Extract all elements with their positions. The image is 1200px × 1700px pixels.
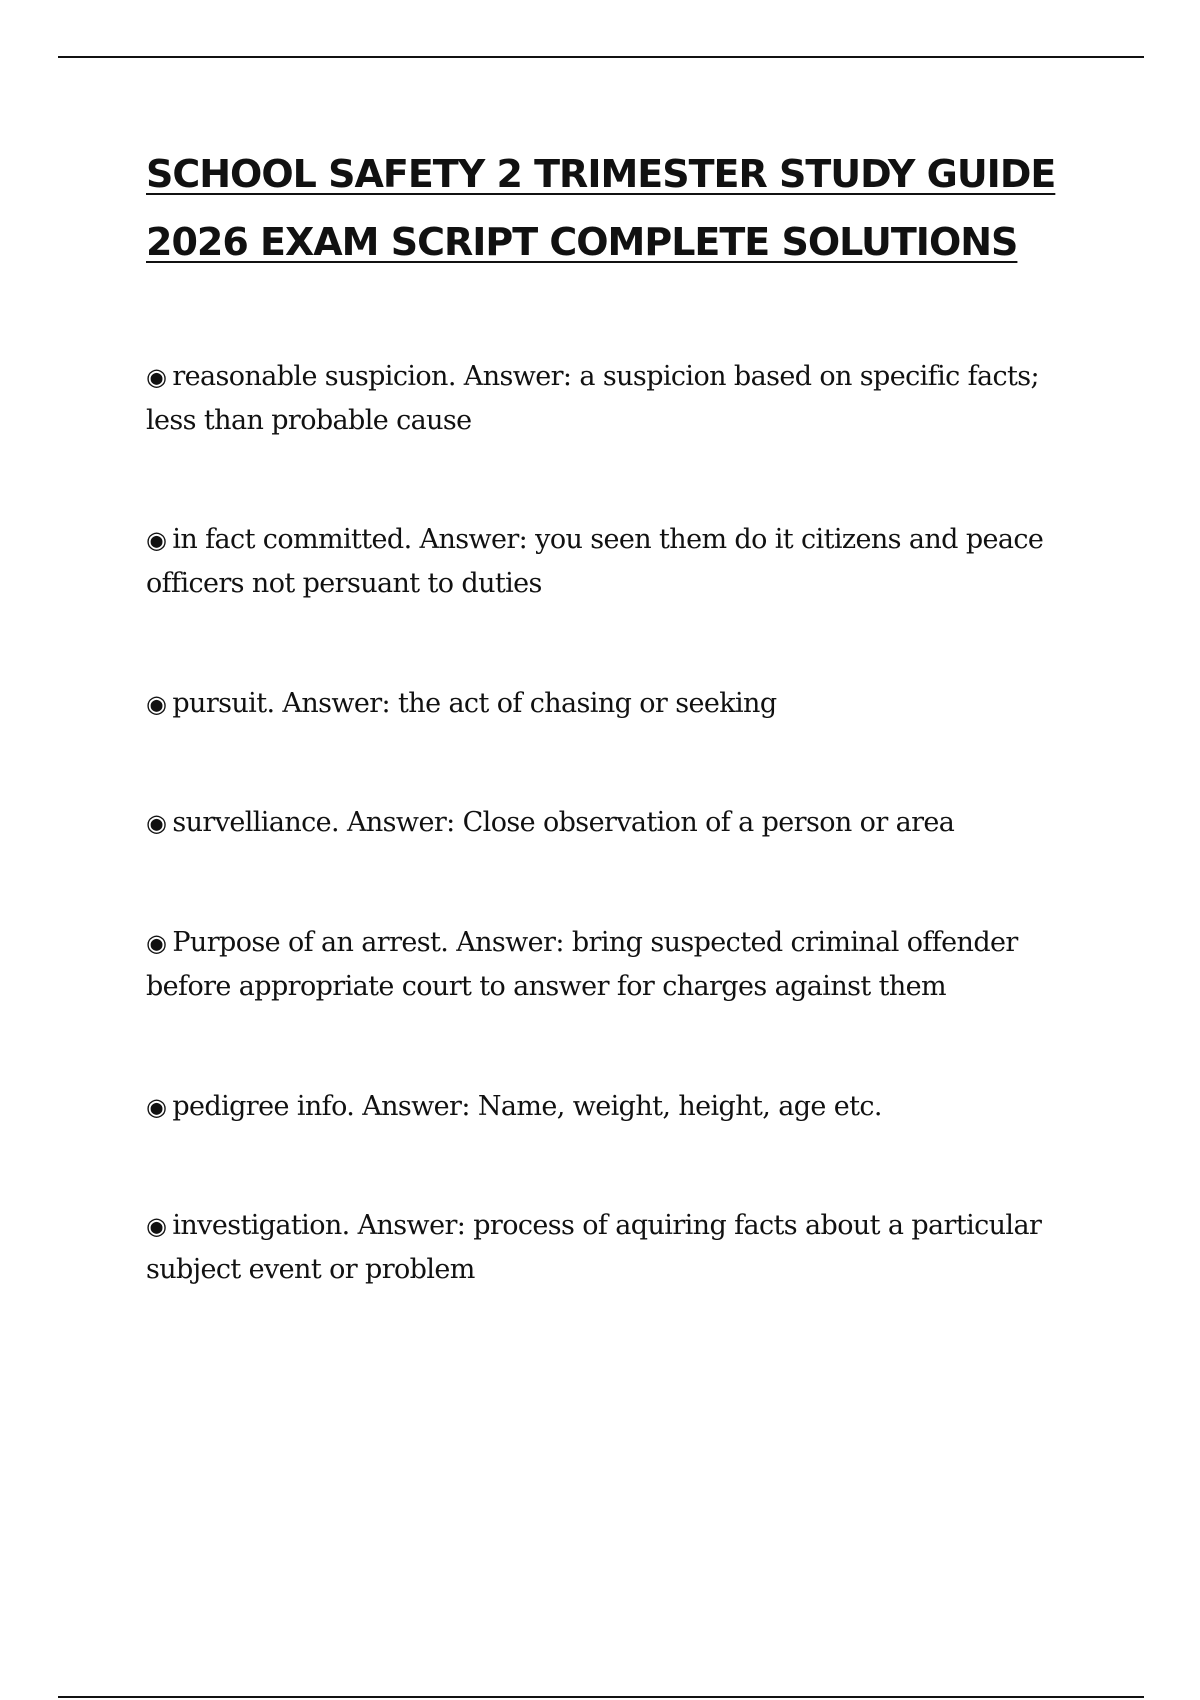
qa-text: reasonable suspicion. Answer: a suspicion based on specific facts;	[172, 361, 1040, 392]
qa-text: Purpose of an arrest. Answer: bring suspected criminal offender	[172, 927, 1018, 958]
qa-item-line	[146, 1204, 1096, 1248]
bullet-icon: ◉	[146, 1212, 167, 1240]
bullet-icon: ◉	[146, 363, 167, 391]
title-line-1: SCHOOL SAFETY 2 TRIMESTER STUDY GUIDE	[146, 152, 1056, 196]
qa-item-purpose-of-arrest	[146, 921, 1096, 1009]
qa-item-line: before appropriate court to answer for charges against them	[146, 971, 947, 1002]
qa-item-reasonable-suspicion	[146, 355, 1096, 443]
qa-item-pedigree-info	[146, 1085, 1096, 1129]
bullet-icon: ◉	[146, 690, 167, 718]
qa-item-line	[146, 518, 1096, 562]
qa-item-line	[146, 921, 1096, 965]
qa-text: in fact committed. Answer: you seen them do it citizens and peace	[172, 524, 1044, 555]
qa-text: pedigree info. Answer: Name, weight, height, age etc.	[172, 1091, 882, 1122]
bottom-rule	[58, 1696, 1144, 1698]
qa-item-survelliance	[146, 801, 1096, 845]
bullet-icon: ◉	[146, 526, 167, 554]
qa-item-line	[146, 1085, 1096, 1129]
qa-item-line	[146, 355, 1096, 399]
qa-item-line: less than probable cause	[146, 405, 472, 436]
bullet-icon: ◉	[146, 809, 167, 837]
qa-item-line	[146, 682, 1096, 726]
qa-text: pursuit. Answer: the act of chasing or seeking	[172, 688, 777, 719]
qa-item-line: subject event or problem	[146, 1254, 475, 1285]
qa-item-in-fact-committed	[146, 518, 1096, 606]
qa-item-line: officers not persuant to duties	[146, 568, 542, 599]
qa-item-investigation	[146, 1204, 1096, 1292]
top-rule	[58, 56, 1144, 58]
bullet-icon: ◉	[146, 1093, 167, 1121]
qa-text: investigation. Answer: process of aquiring facts about a particular	[172, 1210, 1042, 1241]
bullet-icon: ◉	[146, 929, 167, 957]
title-line-2: 2026 EXAM SCRIPT COMPLETE SOLUTIONS	[146, 220, 1018, 264]
qa-item-line	[146, 801, 1096, 845]
qa-item-pursuit	[146, 682, 1096, 726]
qa-text: survelliance. Answer: Close observation of a person or area	[172, 807, 955, 838]
document-title	[146, 140, 1106, 276]
